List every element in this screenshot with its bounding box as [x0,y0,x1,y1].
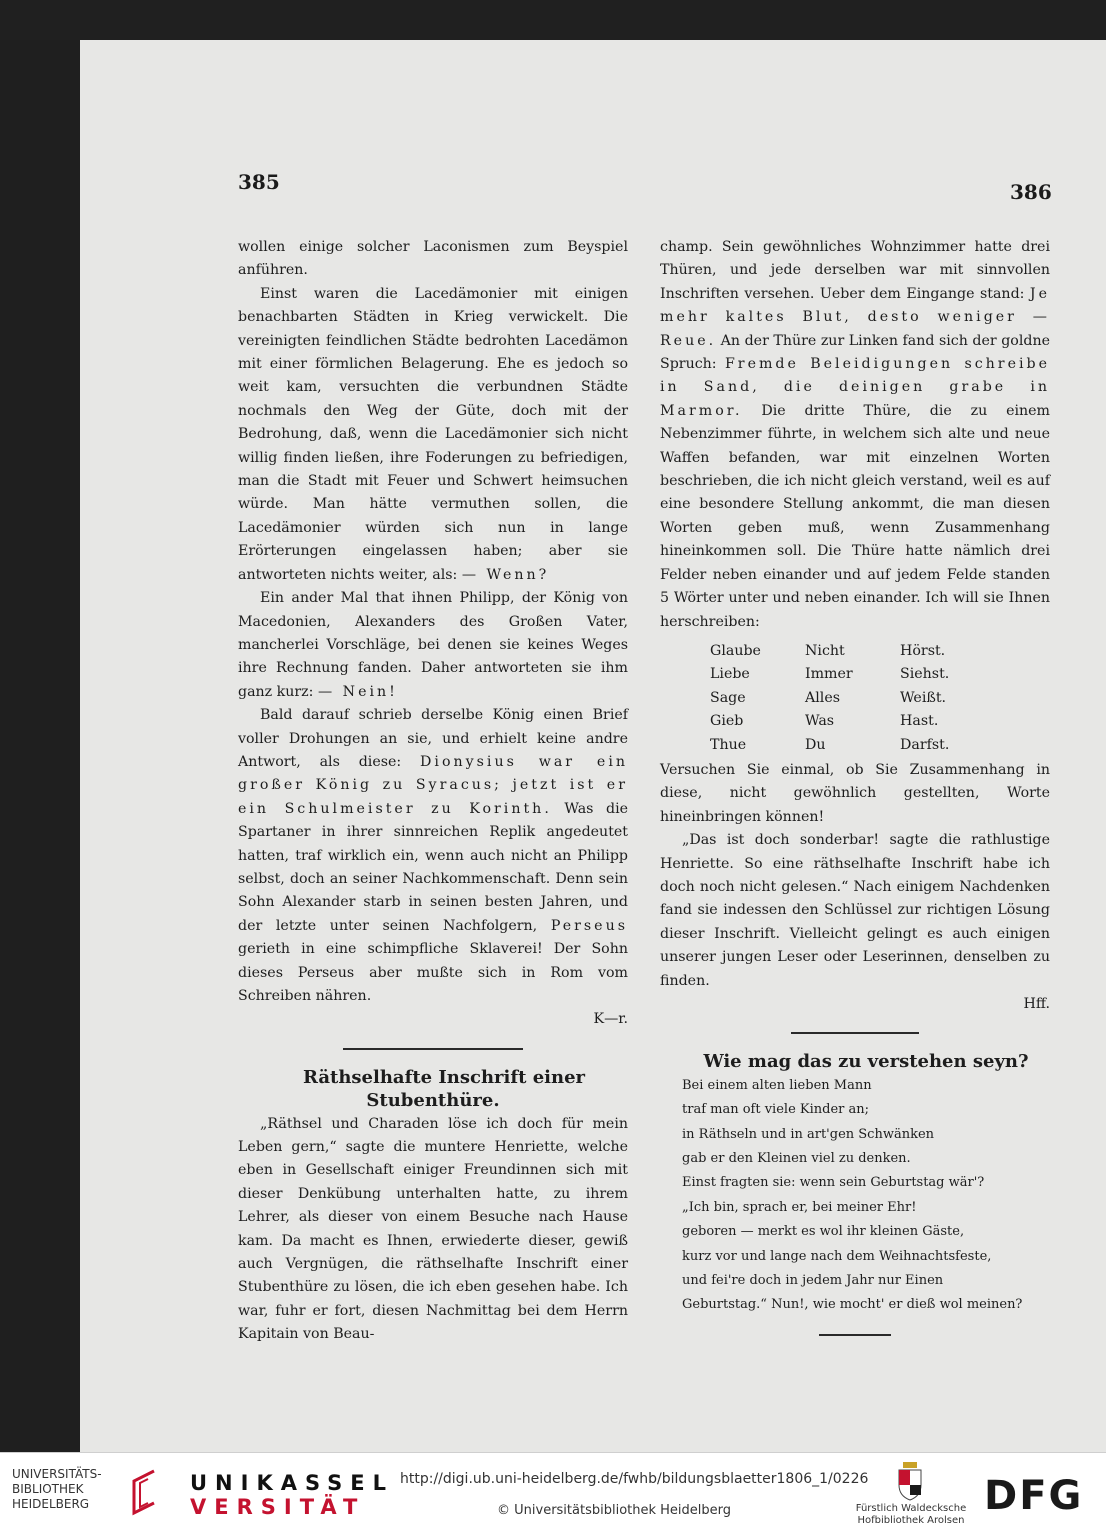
dfg-logo[interactable]: DFG [984,1473,1084,1519]
ub-heidelberg-logo[interactable] [12,1467,102,1512]
text: gerieth in eine schimpfliche Sklaverei! Der Sohn dieses Perseus aber mußte sich in Rom vom Schreiben nähren. [238,941,628,1004]
poem-line: „Ich bin, sprach er, bei meiner Ehr! [682,1199,917,1215]
logo-line: Hofbibliothek Arolsen [857,1515,965,1526]
text: Ein ander Mal that ihnen Philipp, der König von Macedonien, Alexanders des Großen Vater, mancherlei Vorschläge, bei denen sie keines Weges ihre Rechnung fanden. Daher antworteten sie ihm ganz kurz: [238,590,628,700]
waldeck-crest-icon [896,1461,924,1501]
spaced-text: — Wenn? [461,566,550,583]
unikassel-logo[interactable] [190,1471,394,1519]
grid-word: Weißt. [900,689,947,706]
left-column [238,236,628,1347]
poem-line: Geburtstag.“ Nun!, wie mocht' er dieß wol meinen? [682,1297,1023,1313]
logo-line: BIBLIOTHEK [12,1482,84,1496]
paragraph: Versuchen Sie einmal, ob Sie Zusammenhang in diese, nicht gewöhnlich gestellten, Worte hineinbringen können! [660,761,1050,825]
grid-word: Was [805,713,835,730]
text: An der Thüre zur Linken fand sich der goldne Spruch: [660,332,1050,373]
grid-word: Liebe [710,666,750,683]
ub-heidelberg-emblem-icon [124,1467,160,1519]
permalink-url[interactable]: http://digi.ub.uni-heidelberg.de/fwhb/bildungsblaetter1806_1/0226 [400,1471,869,1487]
grid-word: Immer [805,666,853,683]
grid-word: Du [805,736,826,753]
grid-word: Glaube [710,642,761,659]
text: Die dritte Thüre, die zu einem Nebenzimmer führte, in welchem sich alte und neue Waffen befanden, war mit einzelnen Worten beschrieben, die ich nicht gleich verstand, weil es auf eine besondere Stellung ankommt, die man diesen Worten geben muß, wenn Zusammenhang hineinkommen soll. Die Thüre hatte nämlich drei Felder neben einander und auf jedem Felde standen 5 Wörter unter und neben einander. Ich will sie Ihnen herschreiben: [660,402,1050,630]
unikassel-line-1: UNIKASSEL [190,1471,394,1495]
logo-line: UNIVERSITÄTS- [12,1467,102,1481]
page-number-right: 386 [1010,180,1052,204]
logo-line: Fürstlich Waldecksche [855,1503,967,1514]
footer-bar [0,1452,1106,1539]
paragraph [238,704,628,1008]
poem-line: Bei einem alten lieben Mann [682,1077,872,1093]
copyright-text: © Universitätsbibliothek Heidelberg [497,1503,732,1518]
paragraph: „Räthsel und Charaden löse ich doch für mein Leben gern,“ sagte die muntere Henriette, welche eben in Gesellschaft einiger Freundinnen sich mit dieser Denkübung unterhalten hatte, zu ihrem Lehrer, als dieser von einem Besuche nach Hause kam. Da macht es Ihnen, erwiederte dieser, gewiß auch Vergnügen, die räthselhafte Inschrift einer Stubenthüre zu lösen, die ich eben gesehen habe. Ich war, fuhr er fort, diesen Nachmittag bei dem Herrn Kapitain von Beau- [238,1115,628,1343]
paragraph [238,587,628,704]
text: champ. Sein gewöhnliches Wohnzimmer hatte drei Thüren, und jede derselben war mit sinnvollen Inschriften versehen. Ueber dem Eingange stand: [660,239,1050,302]
grid-word: Darfst. [900,736,950,753]
grid-word: Alles [805,689,840,706]
grid-word: Siehst. [900,666,950,683]
divider [819,1334,891,1336]
divider [791,1032,919,1034]
logo-line: HEIDELBERG [12,1497,90,1511]
text: Was die Spartaner in ihrer sinnreichen Replik angedeutet hatten, traf wirklich ein, wenn auch nicht an Philipp selbst, doch an seiner Nachkommenschaft. Denn sein Sohn Alexander starb in seinen besten Jahren, und der letzte unter seinen Nachfolgern, [238,800,628,934]
signature: K—r. [593,1011,628,1028]
poem-line: geboren — merkt es wol ihr kleinen Gäste, [682,1224,965,1240]
document-page [80,40,1106,1452]
spaced-text: — Nein! [317,683,398,700]
grid-word: Thue [710,736,747,753]
paragraph: wollen einige solcher Laconismen zum Beyspiel anführen. [238,239,628,279]
text: Einst waren die Lacedämonier mit einigen benachbarten Städten in Krieg verwickelt. Die vereinigten feindlichen Städte bedrohten Lacedämon mit einer förmlichen Belagerung. Ehe es jedoch so weit kam, versuchten die verbundnen Städte nochmals den Weg der Güte, doch mit der Bedrohung, daß, wenn die Lacedämonier sich nicht willig finden ließen, ihre Foderungen zu befriedigen, man die Stadt mit Feuer und Schwert heimsuchen würde. Man hätte vermuthen sollen, die Lacedämonier würden sich nun in lange Erörterungen eingelassen haben; aber sie antworteten nichts weiter, als: [238,285,628,583]
grid-word: Nicht [805,642,845,659]
poem-line: gab er den Kleinen viel zu denken. [682,1151,911,1167]
paragraph [660,236,1050,634]
divider [343,1048,523,1050]
poem-line: Einst fragten sie: wenn sein Geburtstag wär'? [682,1175,985,1191]
spaced-text: Perseus [550,917,628,934]
grid-word: Sage [710,689,746,706]
poem-line: in Räthseln und in art'gen Schwänken [682,1126,935,1142]
poem-line: und fei're doch in jedem Jahr nur Einen [682,1273,944,1289]
spaced-text: Dionysius war ein großer König zu Syracus; jetzt ist er ein Schulmeister zu Korinth. [238,753,628,817]
unikassel-line-2: VERSITÄT [190,1495,366,1519]
grid-word: Hast. [900,713,939,730]
section-heading: Räthselhafte Inschrift einer Stubenthüre. [302,1066,586,1112]
paragraph: „Das ist doch sonderbar! sagte die rathlustige Henriette. So eine räthselhafte Inschrift habe ich doch noch nicht gelesen.“ Nach einigem Nachdenken fand sie indessen den Schlüssel zur richtigen Lösung dieser Inschrift. Vielleicht gelingt es auch einigen unserer jungen Leser oder Leserinnen, denselben zu finden. [660,832,1050,989]
section-heading: Wie mag das zu verstehen seyn? [703,1051,1029,1073]
word-grid [710,640,1050,757]
waldeck-library-logo[interactable] [846,1503,976,1527]
spaced-text: Fremde Beleidigungen schreibe in Sand, die deinigen grabe in Marmor. [660,356,1050,419]
right-column [660,236,1050,1352]
scan-border [0,0,1106,40]
spaced-text: Je mehr kaltes Blut, desto weniger — Reue. [660,285,1050,349]
poem-line: traf man oft viele Kinder an; [682,1102,869,1118]
paragraph [238,283,628,587]
signature: Hff. [1023,996,1050,1012]
grid-word: Gieb [710,713,744,730]
poem-line: kurz vor und lange nach dem Weihnachtsfeste, [682,1248,992,1264]
grid-word: Hörst. [900,642,946,659]
page-number-left: 385 [238,170,280,194]
text: Bald darauf schrieb derselbe König einen Brief voller Drohungen an sie, und erhielt keine andre Antwort, als diese: [238,707,628,770]
